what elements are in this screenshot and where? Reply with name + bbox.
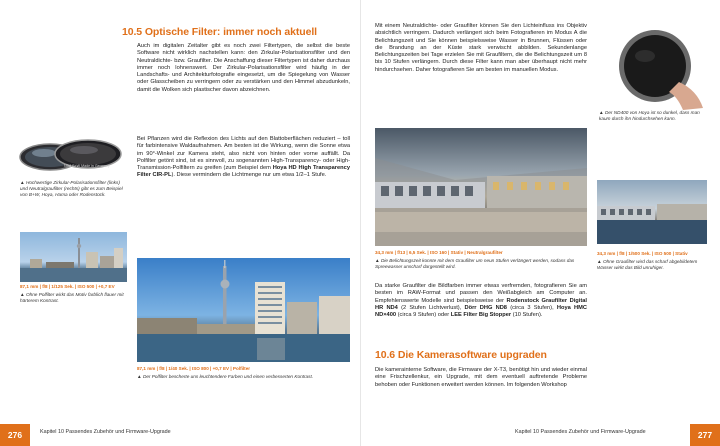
polfilter-product: Hoya HD High Transparency Filter CIR-PL: [137, 165, 350, 179]
filter-ring-text: ND8 B+W Made in Germany: [64, 164, 110, 168]
nd-filter-paragraph: Mit einem Neutraldichte- oder Graufilter können Sie den Lichteinfluss ins Objektiv absichtlich verringern. Dadurch verlängert sich beim Fotografieren im Modus A die Belichtungszeit und Sie können beispielsweise Wasser in Brunnen, Flüssen oder die Brandung an der Küste stark verwischt abbilden. Sekundenlange Belichtungszeiten bei Tage erzielen Sie mit Graufiltern, die die Belichtungszeit um 8 bis 10 Stufen verlängern. Durch diese Filter kann man aber überhaupt nicht mehr hindurchsehen. Daher fotografieren Sie am besten im manuellen Modus.: [375, 23, 587, 73]
photo3-exif: 34,3 mm | f/13 | 6,5 Sek. | ISO 160 | Stativ | Neutralgraufilter: [375, 250, 503, 255]
polfilter-text: Bei Pflanzen wird die Reflexion des Lichts auf den Blattoberflächen reduziert – toll für farbintensive Waldaufnahmen. Am besten ist die Wirkung, wenn die Sonne etwa im 90°-Winkel zur Kamera steht, also nicht von hinten oder vorne auffällt. Da Polfilter getönt sind, ist es sinnvoll, zu sogenannten High-Transparency- oder High-Transmission-Polfiltern zu greifen (zum Beispiel dem: [137, 136, 350, 172]
photo1-exif: 87,1 mm | f/8 | 1/125 Sek. | ISO 500 | +0,7 EV: [20, 284, 115, 289]
product-lee: LEE Filter Big Stopper: [450, 312, 512, 319]
nd400-caption: ▲ Der ND400 von Hoya ist so dunkel, dass man kaum durch ihn hindurchsehen kann.: [599, 110, 700, 121]
long-exposure-photo: [375, 128, 587, 246]
filter-illustration: [14, 132, 124, 176]
photo2-caption: ▲ Der Polfilter bescherte uns leuchtendere Farben und einen verbesserten Kontrast.: [137, 374, 314, 379]
section-heading-10-5: 10.5 Optische Filter: immer noch aktuell: [122, 26, 317, 38]
section-heading-10-6: 10.6 Die Kamerasoftware upgraden: [375, 349, 547, 361]
footer-chapter-right: Kapitel 10 Passendes Zubehör und Firmware-Upgrade: [515, 429, 646, 435]
product-rodenstock: Rodenstock Graufilter Digital HR ND4: [375, 297, 587, 311]
firmware-paragraph: Die kamerainterne Software, die Firmware der X-T3, benötigt hin und wieder einmal eine Frischzellenkur, ein Upgrade, mit dem eventuell auftretende Probleme behoben oder Funktionen erweitert werden können. Im folgenden Workshop: [375, 367, 587, 388]
product-rodenstock-note: (2 Stufen Lichtverlust),: [401, 304, 462, 311]
product-hoya-note: (circa 9 Stufen) oder: [397, 312, 450, 319]
right-page: [360, 0, 720, 446]
photo4-caption: ▲ Ohne Graufilter wird das scharf abgebildetem Wasser wirkt das Bild unruhiger.: [597, 259, 698, 270]
intro-paragraph: Auch im digitalen Zeitalter gibt es noch zwei Filtertypen, die selbst die beste Software nicht wirklich nachstellen kann: den Zirkular-Polarisationsfilter und den Neutraldichte- bzw. Graufilter. Die Anschaffung dieser Filtertypen ist daher durchaus immer noch lohnenswert. Der Zirkular-Polarisationsfilter wird häufig in der Landschafts- und Architekturfotografie eingesetzt, um die Spiegelung von Wasser oder Glasscheiben zu verringern oder zu verstärken und den Himmel abzudunkeln, damit die Wolken sich plastischer davon abzeichnen.: [137, 43, 350, 93]
polfilter-text-end: ). Diese vermindern die Lichtmenge nur um etwa 1/2–1 Stufe.: [171, 172, 327, 179]
photo4-exif: 34,3 mm | f/8 | 1/500 Sek. | ISO 500 | Stativ: [597, 251, 688, 256]
photo3-caption: ▲ Die Belichtungszeit konnte mit dem Graufilter um neun Stufen verlängert werden, sodass das Spreewasser unscharf dargestellt wird.: [375, 258, 575, 269]
product-doerr: Dörr DHG ND8: [464, 304, 507, 311]
graufilter-recommendation-paragraph: [375, 283, 587, 319]
photo-with-polfilter: [137, 258, 350, 362]
right-footer: [361, 424, 720, 446]
photo2-exif: 87,1 mm | f/8 | 1/40 Sek. | ISO 800 | +0,7 EV | Polfilter: [137, 366, 251, 371]
photo-without-polfilter: [20, 232, 127, 282]
photo1-caption: ▲ Ohne Polfilter wirkt das Motiv farblich flauer mit härterem Kontrast.: [20, 292, 124, 303]
page-number-right: 277: [690, 424, 720, 446]
page-number-left: 276: [0, 424, 30, 446]
filter-caption: ▲ Hochwertige Zirkular-Polarisationsfilter (links) und Neutralgraufilter (rechts) gibt es zum Beispiel von B+W, Hoya, Hama oder Rodenstock.: [20, 180, 123, 197]
left-footer: [0, 424, 360, 446]
product-lee-note: (10 Stufen).: [512, 312, 543, 319]
no-filter-photo: [597, 180, 707, 244]
product-hoya: Hoya HMC ND×400: [375, 304, 587, 319]
nd400-filter-photo: [597, 22, 707, 110]
footer-chapter-left: Kapitel 10 Passendes Zubehör und Firmware-Upgrade: [40, 429, 171, 435]
filter-photo: [14, 132, 124, 176]
polfilter-paragraph: [137, 136, 350, 180]
graufilter-text: Da starke Graufilter die Bildfarben immer etwas verfremden, fotografieren Sie am besten im RAW-Format und passen den Weißabgleich am Computer an. Empfehlenswerte Modelle sind beispielsweise der: [375, 283, 587, 304]
product-doerr-note: (circa 3 Stufen),: [510, 304, 554, 311]
